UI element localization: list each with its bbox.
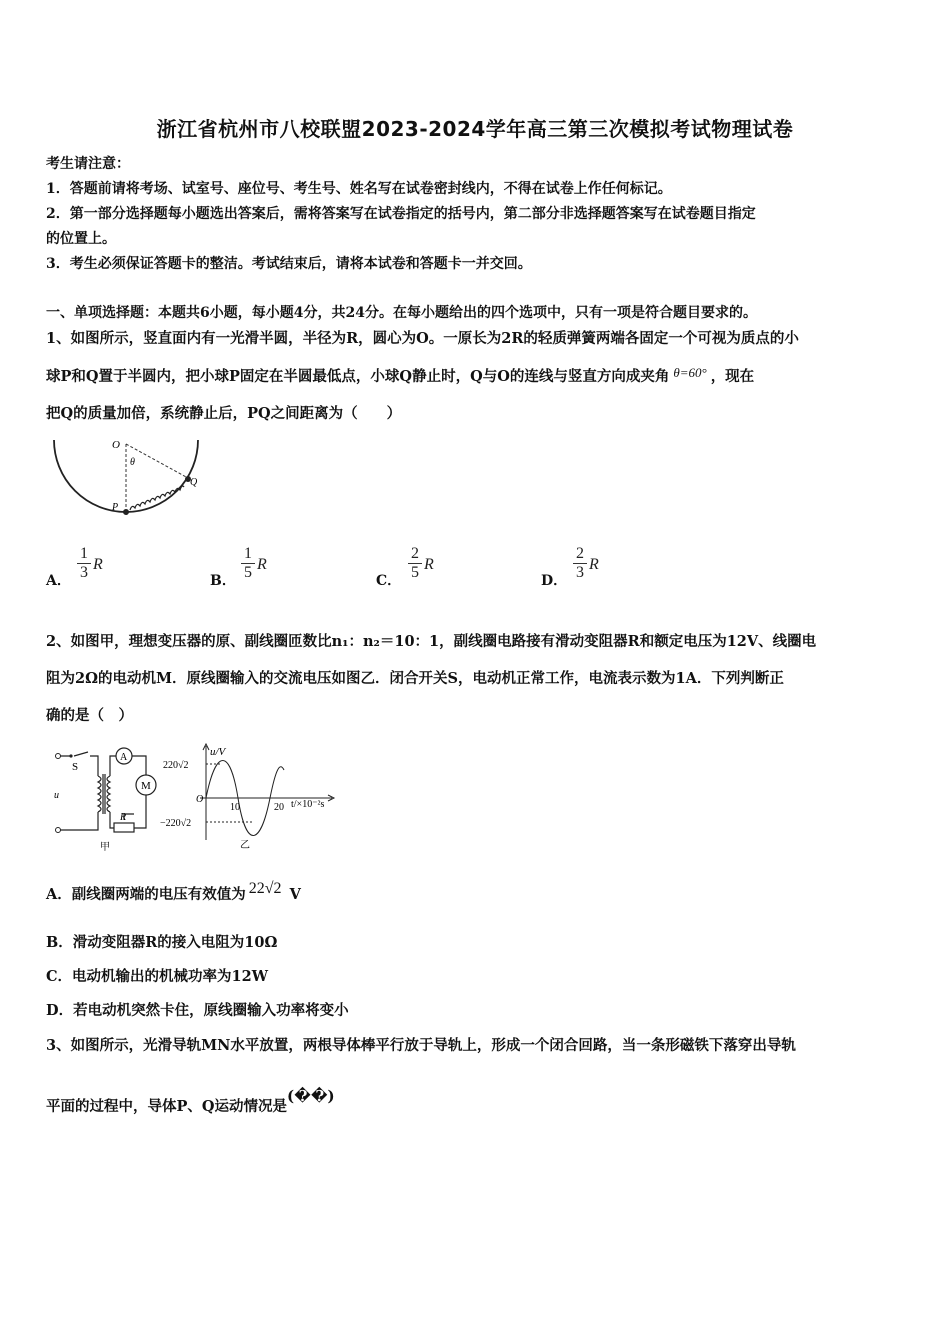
q1-option-c-fraction: $\frac{2}{5}$: [408, 545, 422, 582]
q2-label-r: R: [120, 812, 127, 823]
q1-line2-text: 球P和Q置于半圆内，把小球P固定在半圆最低点，小球Q静止时，Q与O的连线与竖直方向成夹角: [46, 368, 670, 385]
q1-figure-semicircle: [50, 438, 202, 520]
q1-label-theta: θ: [130, 457, 135, 468]
q1-option-b-var: R: [257, 556, 267, 573]
q3-paren: (��): [287, 1087, 335, 1105]
page-title: 浙江省杭州市八校联盟2023-2024学年高三第三次模拟考试物理试卷: [156, 117, 794, 141]
q2-option-a-text: A．副线圈两端的电压有效值为: [46, 886, 246, 903]
q3-line2-text: 平面的过程中，导体P、Q运动情况是: [46, 1098, 288, 1115]
q1-option-a-var: R: [93, 556, 103, 573]
q3-line1: 3、如图所示，光滑导轨MN水平放置，两根导体棒平行放于导轨上，形成一个闭合回路，当一条形磁铁下落穿出导轨: [46, 1037, 796, 1054]
q1-label-o: O: [112, 439, 120, 451]
q2-y-bot-label: −220√2: [160, 818, 192, 829]
q1-option-d-fraction: $\frac{2}{3}$: [573, 545, 587, 582]
q2-label-yi: 乙: [240, 840, 250, 851]
q2-option-c[interactable]: C．电动机输出的机械功率为12W: [46, 968, 269, 985]
q2-x2-label: 20: [274, 802, 284, 813]
q2-figure-circuit: [50, 742, 170, 852]
q1-option-a-fraction: $\frac{1}{3}$: [77, 545, 91, 582]
q2-line2: 阻为2Ω的电动机M．原线圈输入的交流电压如图乙．闭合开关S，电动机正常工作，电流表示数为1A．下列判断正: [46, 670, 784, 687]
q2-origin-label: O: [196, 794, 204, 805]
q3-line2: [46, 1087, 335, 1116]
q2-option-b[interactable]: B．滑动变阻器R的接入电阻为10Ω: [46, 934, 278, 951]
notice-item-3: 3．考生必须保证答题卡的整洁。考试结束后，请将本试卷和答题卡一并交回。: [46, 256, 532, 272]
q1-option-a-letter[interactable]: A．: [46, 573, 71, 589]
q2-option-d[interactable]: D．若电动机突然卡住，原线圈输入功率将变小: [46, 1002, 349, 1019]
notice-heading: 考生请注意：: [46, 156, 130, 172]
q2-label-s: S: [72, 761, 79, 773]
q1-option-d-letter[interactable]: D．: [541, 573, 568, 589]
q1-angle: θ=60°: [673, 365, 707, 380]
q2-option-a[interactable]: [46, 880, 301, 904]
section-heading: 一、单项选择题：本题共6小题，每小题4分，共24分。在每小题给出的四个选项中，只有一项是符合题目要求的。: [46, 305, 757, 321]
q1-option-c-var: R: [424, 556, 434, 573]
q1-option-c-letter[interactable]: C．: [376, 573, 402, 589]
q2-option-a-math: 22√2: [248, 880, 282, 897]
q1-line3: 把Q的质量加倍，系统静止后，PQ之间距离为（ ）: [46, 405, 402, 422]
q2-x1-label: 10: [230, 802, 240, 813]
q2-line3: 确的是（ ）: [46, 707, 133, 724]
q2-label-a: A: [120, 752, 128, 763]
q1-label-q: Q: [190, 477, 198, 488]
q2-y-top-label: 220√2: [163, 760, 189, 771]
q2-figure-voltage-graph: [160, 740, 350, 852]
notice-item-1: 1．答题前请将考场、试室号、座位号、考生号、姓名写在试卷密封线内，不得在试卷上作任何标记。: [46, 181, 672, 197]
q2-axis-y-label: u/V: [210, 746, 226, 758]
q2-label-u: u: [54, 790, 59, 801]
q1-option-d-var: R: [589, 556, 599, 573]
q2-label-jia: 甲: [100, 842, 110, 852]
q1-line2-end: ，现在: [710, 368, 755, 385]
q2-option-a-unit: V: [284, 886, 301, 903]
notice-item-2: 2．第一部分选择题每小题选出答案后，需将答案写在试卷指定的括号内，第二部分非选择题答案写在试卷题目指定: [46, 206, 756, 222]
q1-option-b-fraction: $\frac{1}{5}$: [241, 545, 255, 582]
q1-line2: [46, 365, 754, 386]
q1-label-p: P: [112, 502, 119, 513]
notice-item-2-cont: 的位置上。: [46, 231, 116, 247]
q2-axis-x-label: t/×10⁻²s: [291, 799, 325, 810]
q1-option-b-letter[interactable]: B．: [210, 573, 236, 589]
q2-line1: 2、如图甲，理想变压器的原、副线圈匝数比n₁：n₂＝10：1，副线圈电路接有滑动变阻器R和额定电压为12V、线圈电: [46, 633, 817, 650]
q1-line1: 1、如图所示，竖直面内有一光滑半圆，半径为R，圆心为O。一原长为2R的轻质弹簧两端各固定一个可视为质点的小: [46, 330, 799, 347]
q2-label-m: M: [141, 780, 151, 792]
